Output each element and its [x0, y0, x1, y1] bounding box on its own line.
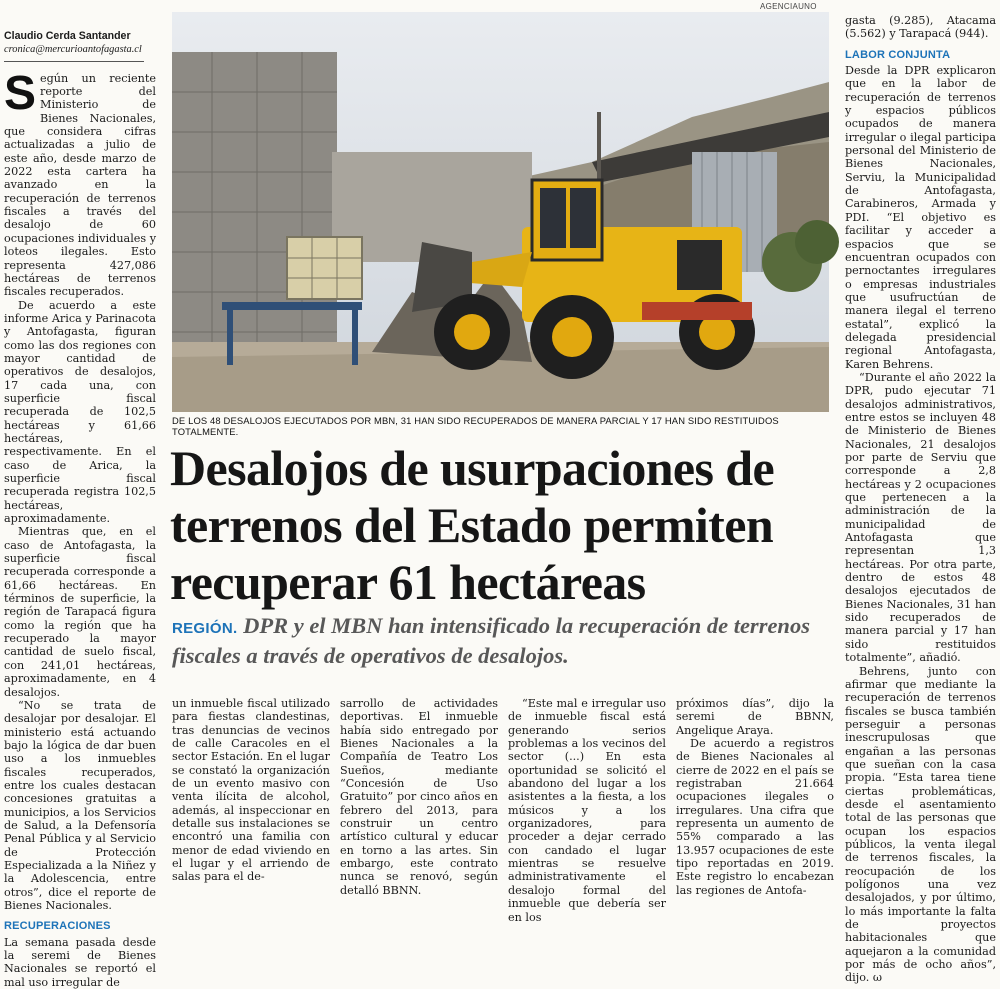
- paragraph: gasta (9.285), Atacama (5.562) y Tarapacá (944).: [845, 14, 996, 41]
- paragraph: “Este mal e irregular uso de inmueble fiscal está generando serios problemas a los vecinos del sector (...) En esta oportunidad se solicitó el abandono del lugar a los asistentes a la fiesta, a los músicos y a los organizadores, para proceder a dejar cerrado con candado el lugar mientras se resuelve administrativamente el desalojo formal del inmueble que debería ser en los: [508, 697, 666, 924]
- paragraph: La semana pasada desde la seremi de Bienes Nacionales se reportó el mal uso irregular de: [4, 935, 156, 989]
- paragraph: un inmueble fiscal utilizado para fiestas clandestinas, tras denuncias de vecinos de calle Caracoles en el sector Estación. En el lugar se constató la organización de un evento masivo con venta ilícita de alcohol, además, al inspeccionar en detalle sus instalaciones se encontró una familia con menor de edad viviendo en el lugar y el arriendo de salas para el de-: [172, 697, 330, 884]
- article-column-2: [172, 697, 330, 884]
- lead-paragraph: Según un reciente reporte del Ministerio de Bienes Nacionales, que considera cifras actualizadas a julio de este año, desde marzo de 2022 esta cartera ha avanzado en la recuperación de terrenos fiscales a través del desalojo de 60 ocupaciones individuales y loteos ilegales. Esto representa 427,086 hectáreas de terrenos fiscales recuperados.: [4, 66, 157, 299]
- deck: [172, 612, 832, 669]
- byline-author: Claudio Cerda Santander: [4, 30, 131, 42]
- end-mark-icon: ω: [872, 971, 882, 985]
- paragraph: Desde la DPR explicaron que en la labor de recuperación de terrenos y espacios públicos ocupados de manera irregular o ilegal participa personal del Ministerio de Bienes Nacionales, Serviu, la Municipalidad de Antofagasta, Carabineros, Armada y PDI. “El objetivo es facilitar y acceder a espacios que se encuentran ocupados con pernoctantes irregulares o empresas industriales que usufructúan de manera ilegal el terreno estatal”, explicó la delegada presidencial regional Antofagasta, Karen Behrens.: [845, 64, 996, 371]
- paragraph: “Durante el año 2022 la DPR, pudo ejecutar 71 desalojos administrativos, entre estos se incluyen 48 de Ministerio de Bienes Nacionales, 21 desalojos por parte de Serviu que corresponde a 2,8 hectáreas y 2 ocupaciones que pertenecen a la administración de la municipalidad de Antofagasta que representan 1,3 hectáreas. Por otra parte, dentro de estos 48 desalojos ejecutados de Bienes Nacionales, 31 han sido recuperados de manera parcial y 17 han sido restituidos totalmente”, añadió.: [845, 370, 996, 665]
- news-photo: [172, 12, 829, 412]
- paragraph: sarrollo de actividades deportivas. El inmueble había sido entregado por Bienes Nacionales a la Compañía de Teatro Los Sueños, mediante “Concesión de Uso Gratuito” por cinco años en febrero del 2013, para construir un centro artístico cultural y educar en torno a las artes. Sin embargo, este contrato nunca se renovó, según detalló BBNN.: [340, 697, 498, 897]
- article-column-4: [508, 697, 666, 924]
- deck-text: DPR y el MBN han intensificado la recuperación de terrenos fiscales a través de operativos de desalojos.: [172, 613, 810, 668]
- byline-email: cronica@mercurioantofagasta.cl: [4, 44, 142, 56]
- headline: Desalojos de usurpaciones de terrenos del Estado permiten recuperar 61 hectáreas: [170, 440, 775, 610]
- photo-credit: AGENCIAUNO: [760, 2, 817, 11]
- paragraph: Mientras que, en el caso de Antofagasta, la superficie fiscal recuperada corresponde a 61,66 hectáreas. En términos de superficie, la región de Tarapacá figura como la región que ha recuperado la mayor cantidad de suelo fiscal, con 241,01 hectáreas, aproximadamente, en 4 desalojos.: [4, 525, 156, 699]
- loader-demolition-illustration: [172, 12, 829, 412]
- article-column-6: [845, 14, 996, 985]
- drop-cap: S: [4, 66, 37, 120]
- subhead-recuperaciones: RECUPERACIONES: [4, 920, 111, 933]
- paragraph: “No se trata de desalojar por desalojar. El ministerio está actuando bajo la lógica de dar buen uso a los inmuebles fiscales recuperados, entre los cuales destacan concesiones gratuitas a municipios, a los Servicios de Salud, a la Defensoría Penal Pública y al Servicio de Protección Especializada a la Niñez y la Adolescencia, entre otros”, dice el reporte de Bienes Nacionales.: [4, 698, 156, 912]
- paragraph: Behrens, junto con afirmar que mediante la recuperación de terrenos fiscales se busca también perseguir a personas inescrupulosas que engañan a las personas que sueñan con la casa propia. “Esta tarea tiene ciertas problemáticas, desde el asentamiento total de las personas que ocupan los espacios públicos, la venta ilegal de terrenos fiscales, la reocupación de los polígonos una vez desalojados, y por último, lo más importante la falta de proyectos habitacionales que aquejaron a la comunidad por más de ocho años”, dijo. ω: [845, 664, 996, 985]
- byline-rule: [4, 61, 144, 62]
- article-column-1: [4, 30, 156, 989]
- deck-kicker: REGIÓN.: [172, 620, 238, 637]
- paragraph: De acuerdo a registros de Bienes Nacionales al cierre de 2022 en el país se registraban 21.664 ocupaciones ilegales o irregulares. Una cifra que representa un aumento de 55% comparado a las 13.957 ocupaciones de este tipo reportadas en 2019. Este registro lo encabezan las regiones de Antofa-: [676, 737, 834, 897]
- subhead-labor-conjunta: LABOR CONJUNTA: [845, 48, 951, 61]
- photo-caption: DE LOS 48 DESALOJOS EJECUTADOS POR MBN, 31 HAN SIDO RECUPERADOS DE MANERA PARCIAL Y 17 HAN SIDO RESTITUIDOS TOTALMENTE.: [172, 415, 779, 437]
- paragraph: próximos días”, dijo la seremi de BBNN, Angelique Araya.: [676, 697, 834, 737]
- paragraph: De acuerdo a este informe Arica y Parinacota y Antofagasta, figuran como las dos regiones con mayor cantidad de operativos de desalojos, 17 cada una, con superficie fiscal recuperada de 102,5 hectáreas y 61,66 hectáreas, respectivamente. En el caso de Arica, la superficie fiscal recuperada registra 102,5 hectáreas, aproximadamente.: [4, 298, 156, 526]
- article-column-3: [340, 697, 498, 897]
- article-column-5: [676, 697, 834, 897]
